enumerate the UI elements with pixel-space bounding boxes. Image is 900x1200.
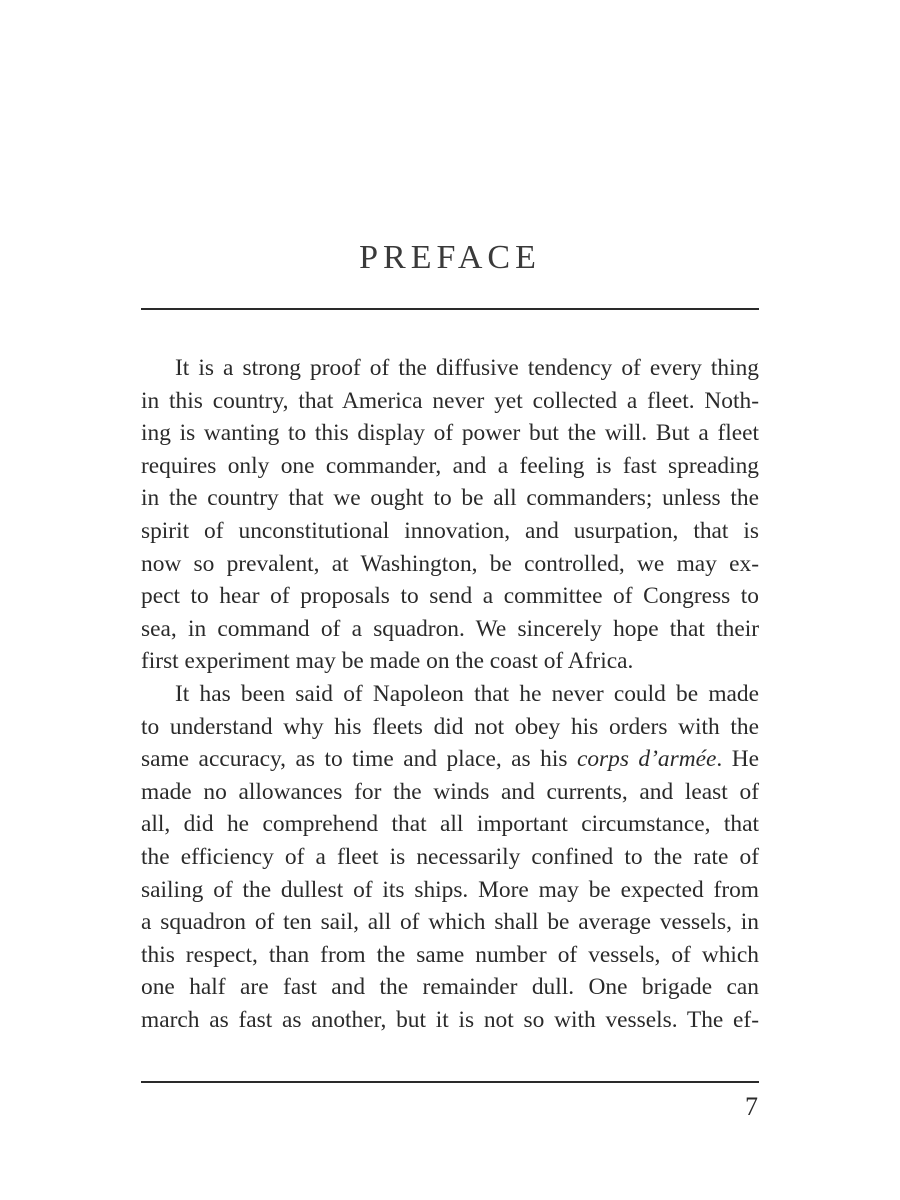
text-line: in this country, that America never yet collected a fleet. Noth- — [141, 387, 759, 414]
text-line: march as fast as another, but it is not so with vessels. The ef- — [141, 1006, 759, 1033]
text-line: made no allowances for the winds and currents, and least of — [141, 778, 759, 805]
preface-body — [141, 352, 759, 1036]
text-line: this respect, than from the same number of vessels, of which — [141, 941, 759, 968]
text-line: the efficiency of a fleet is necessarily confined to the rate of — [141, 843, 759, 870]
text-line: requires only one commander, and a feeling is fast spreading — [141, 452, 759, 479]
paragraph-2 — [141, 678, 759, 1037]
top-rule — [141, 308, 759, 310]
text-line: in the country that we ought to be all commanders; unless the — [141, 485, 759, 512]
text-line: It is a strong proof of the diffusive tendency of every thing — [175, 355, 759, 381]
text-line: to understand why his fleets did not obey his orders with the — [141, 713, 759, 740]
text-line: spirit of unconstitutional innovation, and usurpation, that is — [141, 517, 759, 544]
text-line: pect to hear of proposals to send a committee of Congress to — [141, 583, 759, 610]
italic-phrase: corps d’armée — [576, 746, 717, 773]
text-line: a squadron of ten sail, all of which shall be average vessels, in — [141, 909, 759, 936]
text-line: now so prevalent, at Washington, be controlled, we may ex- — [141, 550, 759, 577]
paragraph-1 — [141, 352, 759, 678]
page-title: PREFACE — [359, 239, 541, 276]
text-line: first experiment may be made on the coast of Africa. — [141, 648, 634, 675]
text-line-with-italic — [141, 743, 759, 776]
text-line: sailing of the dullest of its ships. More may be expected from — [141, 876, 759, 903]
bottom-rule — [141, 1081, 759, 1083]
text-run: same accuracy, as to time and place, as his — [141, 746, 577, 773]
page-number: 7 — [745, 1092, 758, 1121]
text-line: all, did he comprehend that all important circumstance, that — [141, 811, 759, 838]
text-line: sea, in command of a squadron. We sincerely hope that their — [141, 615, 759, 642]
text-line: one half are fast and the remainder dull. One brigade can — [141, 974, 759, 1001]
text-line: It has been said of Napoleon that he never could be made — [175, 680, 759, 707]
text-run: . He — [716, 746, 759, 773]
text-line: ing is wanting to this display of power but the will. But a fleet — [141, 420, 759, 447]
